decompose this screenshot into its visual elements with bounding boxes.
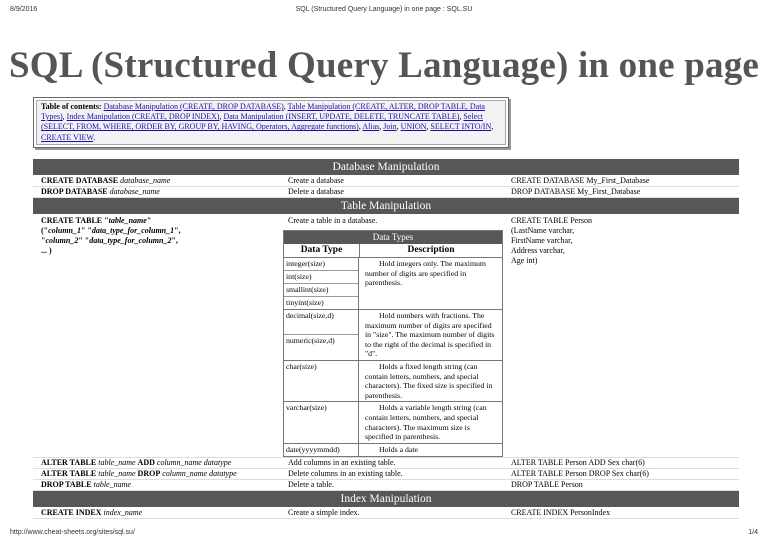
row-description: Delete a database — [288, 187, 344, 196]
table-row — [33, 480, 739, 491]
data-type-group-integer — [284, 258, 502, 310]
col-header-description: Description — [407, 245, 455, 255]
data-type-description: Holds a fixed length string (can contain letters, numbers, and special characters). The fixed size is specified in parenthesis. — [365, 361, 493, 400]
sql-keyword: ADD — [137, 457, 155, 467]
toc-link-database[interactable]: Database Manipulation (CREATE, DROP DATABASE) — [103, 102, 284, 111]
row-description: Delete columns in an existing table. — [288, 468, 403, 478]
data-type-group-decimal — [284, 310, 502, 361]
toc-link-index[interactable]: Index Manipulation (CREATE, DROP INDEX) — [66, 112, 220, 122]
example-line: FirstName varchar, — [511, 236, 573, 245]
data-type-name: date(yyyymmdd) — [286, 444, 340, 454]
row-description: Create a simple index. — [288, 507, 360, 517]
toc-link-table[interactable]: Table Manipulation (CREATE, ALTER, DROP TABLE, Data Types) — [41, 102, 485, 122]
example-line: Age int) — [511, 256, 538, 265]
toc-link-data[interactable]: Data Manipulation (INSERT, UPDATE, DELETE, TRUNCATE TABLE) — [223, 112, 460, 122]
toc-link-alias[interactable]: Alias — [362, 122, 380, 132]
example-line: CREATE TABLE Person — [511, 216, 592, 225]
sql-keyword: CREATE TABLE — [41, 216, 103, 225]
row-example: CREATE INDEX PersonIndex — [511, 507, 611, 517]
data-types-title: Data Types — [284, 231, 502, 244]
data-types-table — [283, 230, 503, 457]
data-types-header — [284, 244, 502, 258]
print-url: http://www.cheat-sheets.org/sites/sql.su/ — [10, 529, 135, 536]
data-type-name: decimal(size,d) — [284, 310, 358, 335]
sql-keyword: DROP DATABASE — [41, 187, 108, 196]
sql-argument: database_name — [120, 176, 171, 185]
sql-keyword: DROP TABLE — [41, 479, 92, 489]
row-description: Create a database — [288, 176, 344, 185]
row-example — [503, 216, 739, 457]
print-date: 8/9/2016 — [10, 6, 38, 13]
data-type-name: varchar(size) — [286, 403, 327, 413]
data-type-name: int(size) — [284, 271, 358, 284]
example-line: (LastName varchar, — [511, 226, 575, 235]
toc-link-union[interactable]: UNION — [400, 122, 427, 132]
sql-argument: data_type_for_column_1 — [91, 226, 175, 235]
sql-keyword: ALTER TABLE — [41, 468, 97, 478]
toc-link-join[interactable]: Join — [383, 122, 397, 132]
sql-keyword: ALTER TABLE — [41, 457, 97, 467]
row-example: ALTER TABLE Person ADD Sex char(6) — [511, 457, 645, 467]
sql-keyword: DROP — [137, 468, 161, 478]
data-type-name: char(size) — [286, 361, 317, 371]
create-table-syntax: CREATE TABLE "table_name" ("column_1" "data_type_for_column_1", "column_2" "data_type_for_column_2", ... ) — [33, 216, 280, 457]
data-type-description: Holds a date — [379, 444, 418, 454]
sql-keyword: CREATE INDEX — [41, 507, 102, 517]
table-row-create-table — [33, 215, 739, 458]
sql-argument: column_name datatype — [162, 468, 237, 478]
page-number: 1/4 — [748, 529, 758, 536]
sql-argument: column_2 — [45, 236, 79, 245]
data-type-description: Hold integers only. The maximum number of digits are specified in parenthesis. — [365, 259, 486, 288]
table-row — [33, 469, 739, 480]
sql-argument: index_name — [103, 507, 143, 517]
section-header-index: Index Manipulation — [33, 491, 739, 508]
data-type-name: numeric(size,d) — [286, 336, 335, 345]
sql-argument: column_name datatype — [156, 457, 232, 467]
row-example: ALTER TABLE Person DROP Sex char(6) — [511, 468, 649, 478]
row-description: Create a table in a database. — [288, 216, 378, 225]
table-of-contents: Table of contents: Database Manipulation (CREATE, DROP DATABASE), Table Manipulation (CREATE, ALTER, DROP TABLE, Data Types), Index Manipulation (CREATE, DROP INDEX), Data Manipulation (INSERT, UPDATE, DELETE, TRUNCATE TABLE), Select (SELECT, FROM, WHERE, ORDER BY, GROUP BY, HAVING, Operators, Aggregate functions), Alias, Join, UNION, SELECT INTO/IN, CREATE VIEW. — [33, 97, 509, 148]
print-header — [0, 0, 768, 18]
sql-argument: table_name — [98, 468, 136, 478]
print-footer — [0, 527, 768, 543]
sql-reference-table — [33, 159, 739, 519]
sql-argument: table_name — [108, 216, 147, 225]
row-example: DROP TABLE Person — [511, 479, 583, 489]
section-header-database: Database Manipulation — [33, 159, 739, 176]
toc-link-select-into[interactable]: SELECT INTO/IN — [430, 122, 492, 132]
sql-keyword: CREATE DATABASE — [41, 176, 119, 185]
sql-argument: database_name — [109, 187, 160, 196]
data-type-group-date — [284, 444, 502, 456]
table-row — [33, 176, 739, 187]
row-description: Delete a table. — [288, 479, 334, 489]
row-description: Add columns in an existing table. — [288, 457, 396, 467]
section-header-table: Table Manipulation — [33, 198, 739, 215]
table-row — [33, 458, 739, 469]
sql-argument: table_name — [98, 457, 136, 467]
row-example: DROP DATABASE My_First_Database — [511, 187, 641, 196]
toc-label: Table of contents: — [41, 102, 102, 111]
data-type-group-varchar — [284, 402, 502, 443]
sql-argument: ... ) — [41, 246, 52, 255]
row-example: CREATE DATABASE My_First_Database — [511, 176, 650, 185]
table-row — [33, 187, 739, 198]
toc-link-select[interactable]: Select (SELECT, FROM, WHERE, ORDER BY, GROUP BY, HAVING, Operators, Aggregate functions) — [41, 112, 483, 132]
sql-argument: table_name — [93, 479, 131, 489]
data-type-description: Holds a variable length string (can contain letters, numbers, and special characters). The maximum size is specified in parenthesis. — [365, 403, 487, 442]
sql-argument: data_type_for_column_2 — [89, 236, 172, 245]
print-title: SQL (Structured Query Language) in one page : SQL.SU — [295, 6, 473, 13]
data-type-name: integer(size) — [284, 258, 358, 271]
page-title: SQL (Structured Query Language) in one page — [8, 45, 760, 86]
example-line: Address varchar, — [511, 246, 565, 255]
data-type-name: tinyint(size) — [286, 298, 324, 307]
data-type-group-char — [284, 361, 502, 402]
data-type-description: Hold numbers with fractions. The maximum number of digits are specified in "size". The maximum number of digits to the right of the decimal is specified in "d". — [365, 311, 495, 359]
sql-argument: column_1 — [48, 226, 82, 235]
col-header-type: Data Type — [284, 244, 360, 257]
data-type-name: smallint(size) — [284, 284, 358, 297]
table-row — [33, 508, 739, 519]
toc-link-create-view[interactable]: CREATE VIEW — [41, 132, 94, 142]
